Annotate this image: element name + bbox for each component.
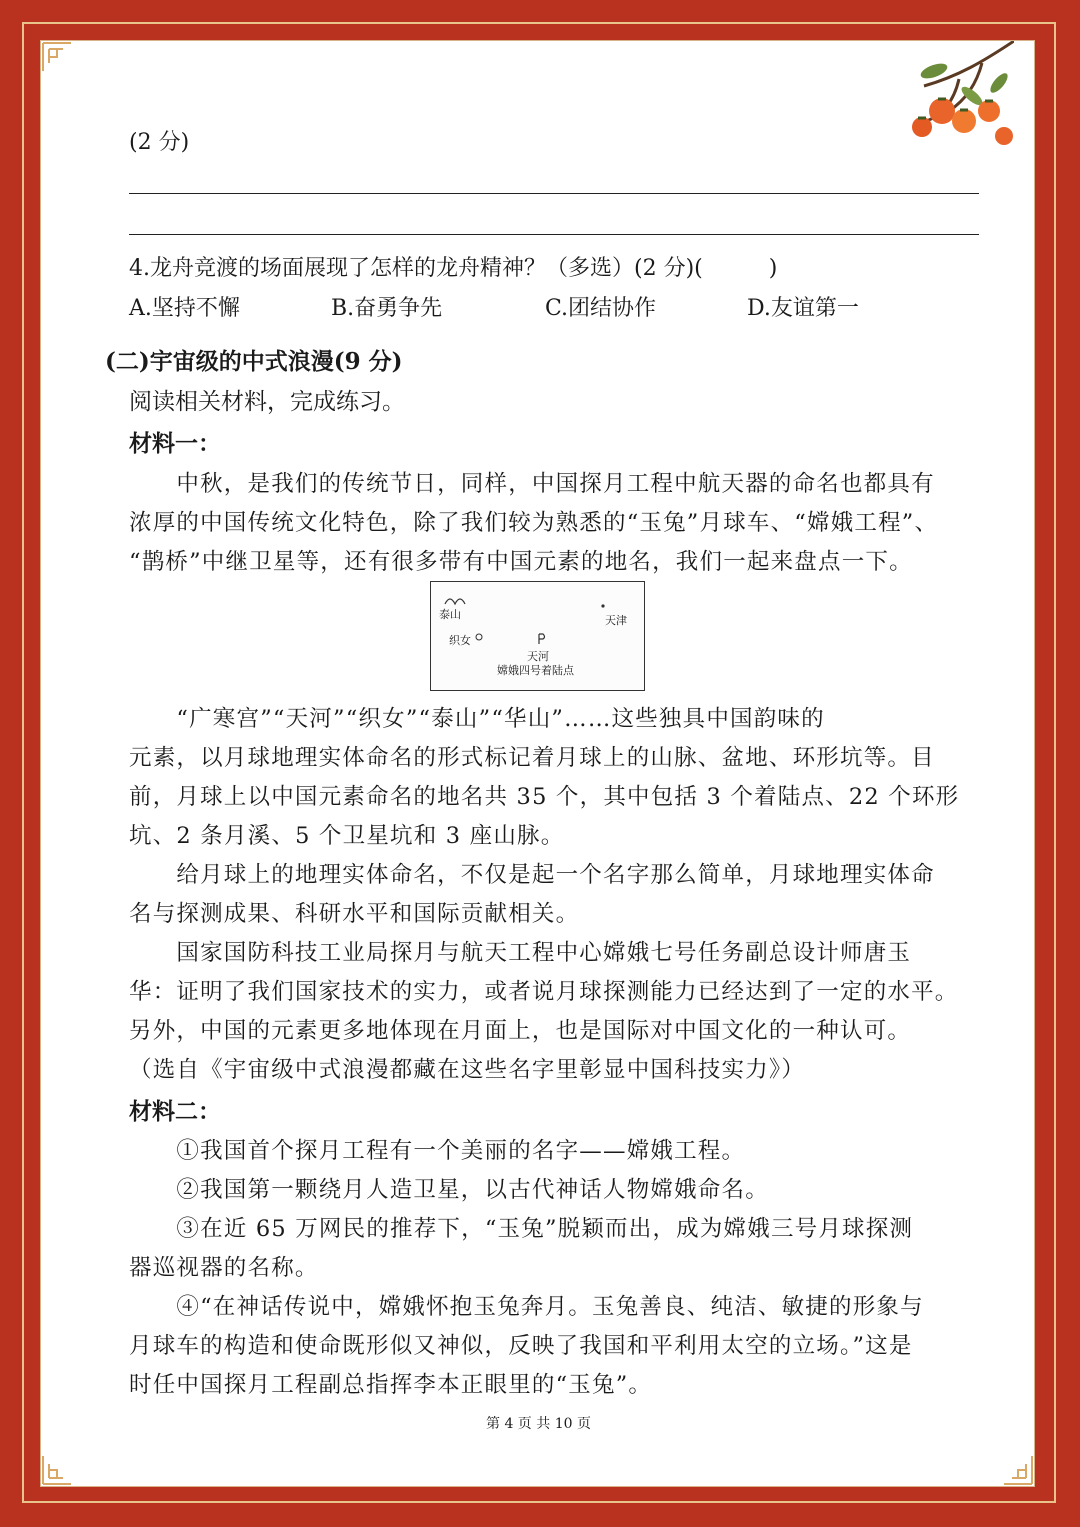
score-note: (2 分) — [129, 130, 190, 155]
map-label-taishan: 泰山 — [439, 608, 461, 621]
exam-page — [40, 40, 1035, 1487]
material-2-label: 材料二： — [129, 1098, 221, 1125]
option-d[interactable]: D.友谊第一 — [747, 296, 859, 321]
material-2-line: ①我国首个探月工程有一个美丽的名字——嫦娥工程。 — [129, 1138, 746, 1164]
material-1-line: 名与探测成果、科研水平和国际贡献相关。 — [129, 901, 580, 927]
instruction: 阅读相关材料，完成练习。 — [129, 389, 405, 415]
map-label-landing-site: 嫦娥四号着陆点 — [497, 664, 574, 677]
material-2-line: ④“在神话传说中，嫦娥怀抱玉兔奔月。玉兔善良、纯洁、敏捷的形象与 — [129, 1294, 924, 1320]
map-label-zhinv: 织女 — [449, 634, 471, 647]
corner-ornament-icon — [41, 1442, 85, 1486]
material-1-label: 材料一： — [129, 430, 221, 457]
page-footer: 第 4 页 共 10 页 — [486, 1416, 591, 1432]
option-a[interactable]: A.坚持不懈 — [129, 296, 240, 321]
moon-map-figure — [430, 581, 645, 691]
material-1-line: “广寒宫”“天河”“织女”“泰山”“华山”……这些独具中国韵味的 — [129, 706, 825, 732]
option-b[interactable]: B.奋勇争先 — [331, 296, 443, 321]
material-1-line: 国家国防科技工业局探月与航天工程中心嫦娥七号任务副总设计师唐玉 — [129, 940, 912, 966]
material-1-line: 另外，中国的元素更多地体现在月面上，也是国际对中国文化的一种认可。 — [129, 1018, 912, 1044]
map-label-tianjin: 天津 — [605, 614, 627, 627]
material-2-line: ③在近 65 万网民的推荐下，“玉兔”脱颖而出，成为嫦娥三号月球探测 — [129, 1216, 914, 1242]
material-1-line: 中秋，是我们的传统节日，同样，中国探月工程中航天器的命名也都具有 — [129, 471, 935, 497]
corner-ornament-icon — [990, 1442, 1034, 1486]
material-2-line: 时任中国探月工程副总指挥李本正眼里的“玉兔”。 — [129, 1372, 653, 1398]
material-2-line: 月球车的构造和使命既形似又神似，反映了我国和平利用太空的立场。”这是 — [129, 1333, 913, 1359]
persimmon-branch-icon — [864, 41, 1014, 161]
material-2-line: ②我国第一颗绕月人造卫星，以古代神话人物嫦娥命名。 — [129, 1177, 769, 1203]
material-2-line: 器巡视器的名称。 — [129, 1255, 319, 1281]
section-title: (二)宇宙级的中式浪漫(9 分) — [105, 348, 403, 375]
corner-ornament-icon — [41, 41, 85, 85]
answer-line[interactable] — [129, 234, 979, 235]
answer-line[interactable] — [129, 193, 979, 194]
material-1-line: 华：证明了我们国家技术的实力，或者说月球探测能力已经达到了一定的水平。 — [129, 979, 959, 1005]
material-1-line: 浓厚的中国传统文化特色，除了我们较为熟悉的“玉兔”月球车、“嫦娥工程”、 — [129, 510, 939, 536]
material-1-line: 坑、2 条月溪、5 个卫星坑和 3 座山脉。 — [129, 823, 565, 849]
material-1-line: 元素，以月球地理实体命名的形式标记着月球上的山脉、盆地、环形坑等。目 — [129, 745, 935, 771]
material-1-line: “鹊桥”中继卫星等，还有很多带有中国元素的地名，我们一起来盘点一下。 — [129, 549, 913, 575]
map-label-tianhe: 天河 — [527, 650, 549, 663]
question-4: 4.龙舟竞渡的场面展现了怎样的龙舟精神？（多选）(2 分)( ) — [129, 256, 778, 281]
material-1-line: 前，月球上以中国元素命名的地名共 35 个，其中包括 3 个着陆点、22 个环形 — [129, 784, 960, 810]
option-c[interactable]: C.团结协作 — [545, 296, 657, 321]
source-citation: （选自《宇宙级中式浪漫都藏在这些名字里彰显中国科技实力》） — [129, 1057, 806, 1083]
material-1-line: 给月球上的地理实体命名，不仅是起一个名字那么简单，月球地理实体命 — [129, 862, 935, 888]
